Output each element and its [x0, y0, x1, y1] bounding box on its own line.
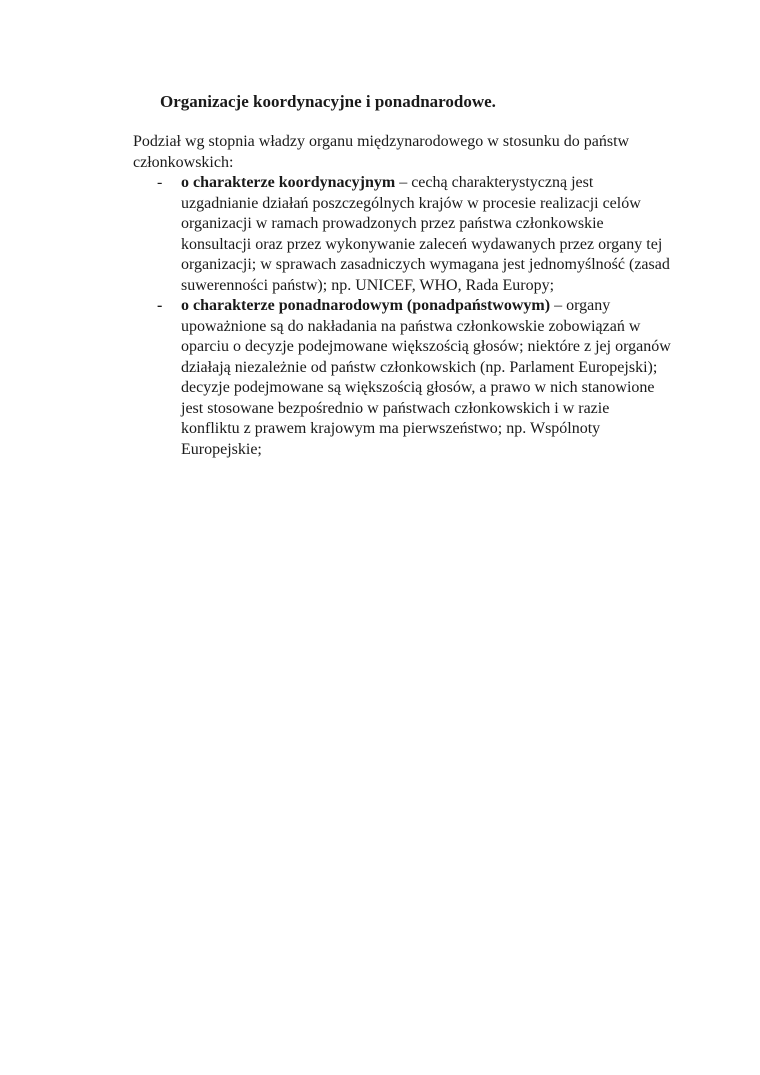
bullet-marker: - — [157, 174, 163, 191]
bullet-marker: - — [157, 297, 163, 314]
list-item-term: o charakterze koordynacyjnym — [181, 174, 396, 191]
list-item-text — [181, 296, 671, 460]
bullet-list — [133, 173, 673, 460]
document-title: Organizacje koordynacyjne i ponadnarodowe. — [160, 92, 496, 111]
list-item-description: – organy upoważnione są do nakładania na państwa członkowskie zobowiązań w oparciu o decyzje podejmowane większością głosów; niektóre z jej organów działają niezależnie od państw członkowskich (np. Parlament Europejski); decyzje podejmowane są większością głosów, a prawo w nich stanowione jest stosowane bezpośrednio w państwach członkowskich i w razie konfliktu z prawem krajowym ma pierwszeństwo; np. Wspólnoty Europejskie; — [181, 297, 671, 458]
list-item-coordination — [133, 173, 673, 296]
list-item-supranational — [133, 296, 673, 460]
list-item-description: – cechą charakterystyczną jest uzgadnianie działań poszczególnych krajów w procesie realizacji celów organizacji w ramach prowadzonych przez państwa członkowskie konsultacji oraz przez wykonywanie zaleceń wydawanych przez organy tej organizacji; w sprawach zasadniczych wymagana jest jednomyślność (zasad suwerenności państw); np. UNICEF, WHO, Rada Europy; — [181, 174, 670, 294]
list-item-term: o charakterze ponadnarodowym (ponadpaństwowym) — [181, 297, 551, 314]
intro-paragraph: Podział wg stopnia władzy organu międzynarodowego w stosunku do państw członkowskich: — [133, 133, 630, 171]
list-item-text — [181, 173, 671, 296]
